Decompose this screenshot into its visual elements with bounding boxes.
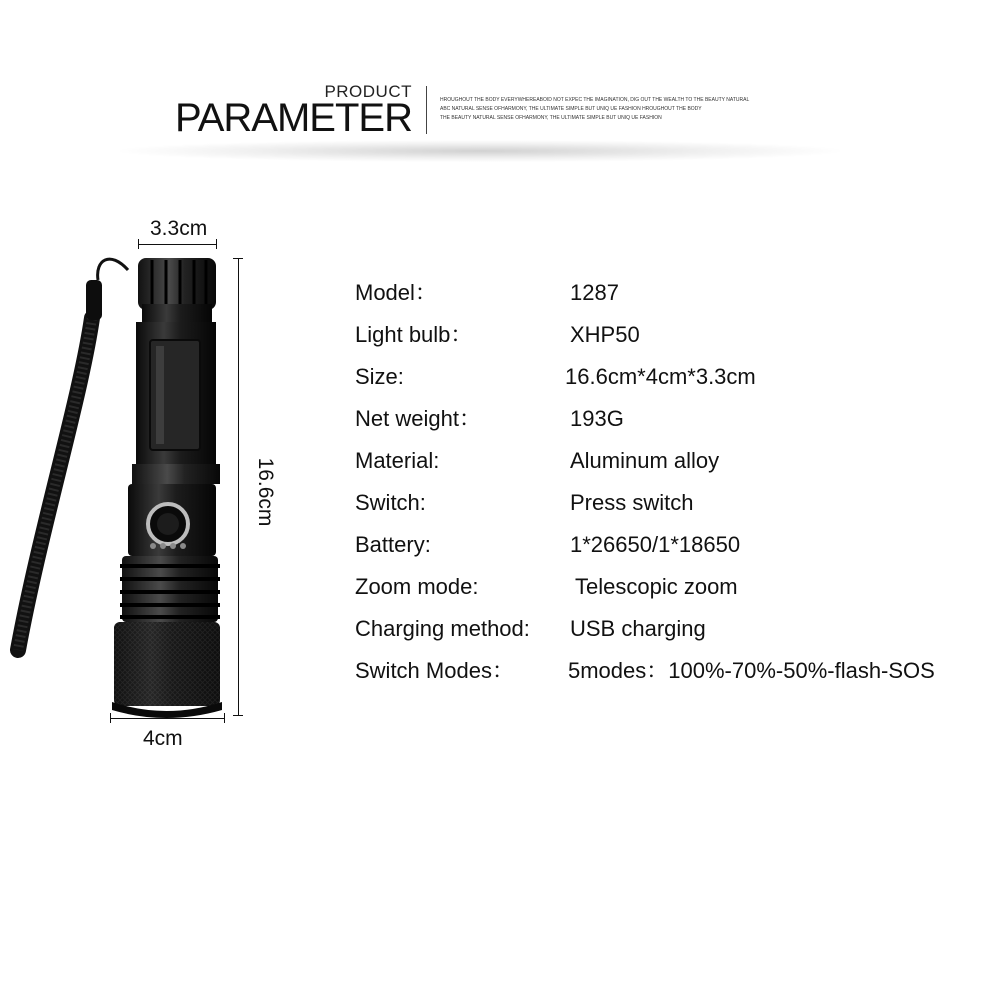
spec-label: Net weight： — [355, 406, 481, 431]
top-width-label: 3.3cm — [150, 217, 208, 240]
flashlight-image — [0, 240, 240, 730]
spec-row-switch-modes — [355, 650, 1000, 692]
spec-value: Telescopic zoom — [575, 574, 738, 599]
spec-value: 5modes：100%-70%-50%-flash-SOS — [568, 658, 935, 683]
spec-value: XHP50 — [570, 322, 640, 347]
spec-label: Battery: — [355, 532, 431, 557]
spec-row-zoom-mode — [355, 566, 1000, 608]
header-parameter-title: PARAMETER — [175, 96, 412, 140]
spec-label: Switch: — [355, 490, 426, 515]
header-tagline — [440, 96, 790, 123]
lanyard — [18, 259, 128, 650]
spec-row-charging-method — [355, 608, 1000, 650]
header — [0, 0, 1000, 170]
spec-label: Model： — [355, 280, 437, 305]
spec-value: 16.6cm*4cm*3.3cm — [565, 364, 756, 389]
spec-label: Size: — [355, 364, 404, 389]
spec-value: Aluminum alloy — [570, 448, 720, 473]
spec-value: Press switch — [570, 490, 694, 515]
header-shadow — [120, 140, 840, 162]
spec-label: Material: — [355, 448, 440, 473]
spec-value: USB charging — [570, 616, 706, 641]
spec-value: 1*26650/1*18650 — [570, 532, 741, 557]
spec-row-battery — [355, 524, 1000, 566]
header-divider — [426, 86, 427, 134]
spec-label: Zoom mode: — [355, 574, 479, 599]
header-product-label: PRODUCT — [324, 82, 412, 101]
spec-row-light-bulb — [355, 314, 1000, 356]
spec-label: Light bulb： — [355, 322, 473, 347]
spec-row-material — [355, 440, 1000, 482]
header-tagline-line-2: ABC NATURAL SENSE OFHARMONY, THE ULTIMATE SIMPLE BUT UNIQ UE FASHION HROUGHOUT THE BODY — [440, 106, 702, 112]
spec-row-model — [355, 272, 1000, 314]
spec-row-switch — [355, 482, 1000, 524]
spec-row-size — [355, 356, 1000, 398]
spec-value: 1287 — [570, 280, 619, 305]
header-tagline-line-1: HROUGHOUT THE BODY EVERYWHEREABOID NOT EXPEC THE IMAGINATION, DIG OUT THE WEALTH TO THE BEAUTY NATURAL — [440, 97, 750, 103]
spec-label: Switch Modes： — [355, 658, 514, 683]
spec-list — [355, 272, 1000, 692]
spec-label: Charging method: — [355, 616, 530, 641]
spec-row-net-weight — [355, 398, 1000, 440]
height-label: 16.6cm — [254, 457, 277, 527]
bottom-width-label: 4cm — [143, 727, 183, 750]
header-tagline-line-3: THE BEAUTY NATURAL SENSE OFHARMONY, THE ULTIMATE SIMPLE BUT UNIQ UE FASHION — [440, 115, 662, 121]
spec-value: 193G — [570, 406, 624, 431]
